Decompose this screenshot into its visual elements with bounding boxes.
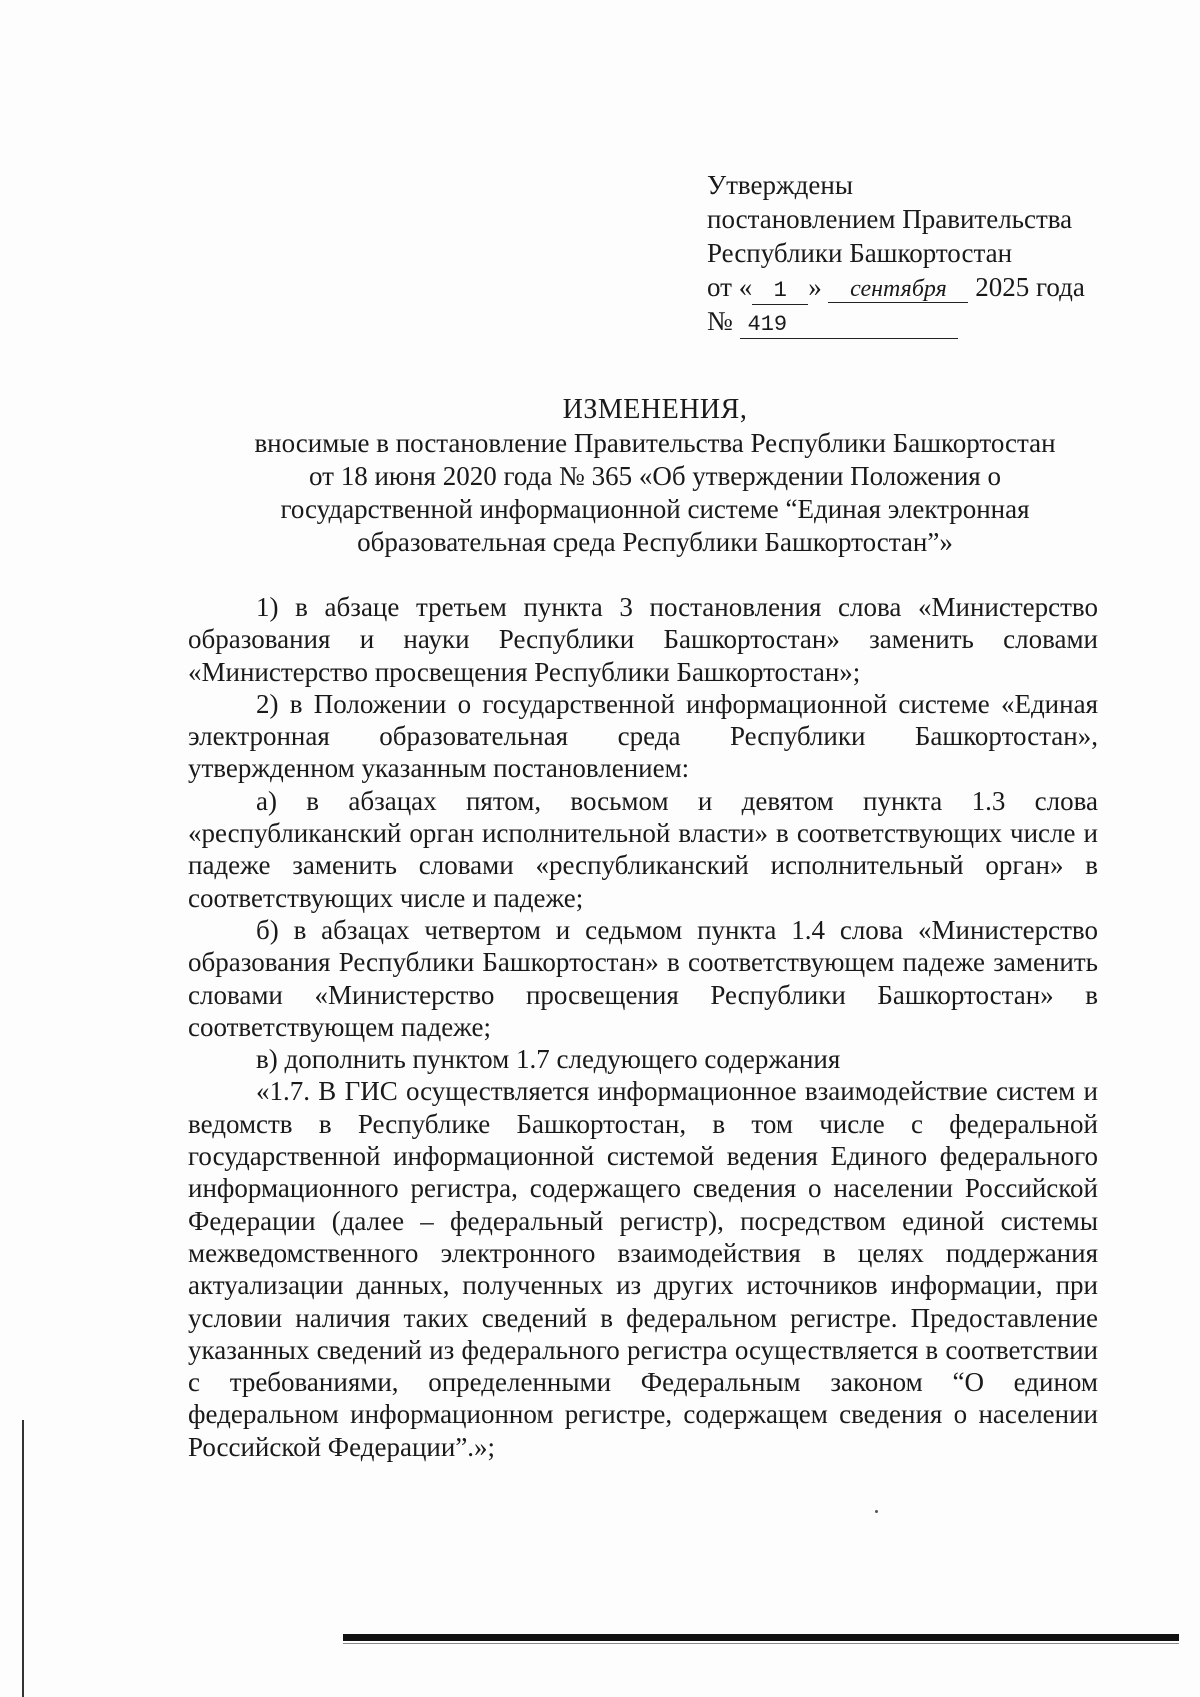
paragraph-clause-1-7: «1.7. В ГИС осуществляется информационное взаимодействие систем и ведомств в Республике Башкортостан, в том числе с федеральной государственной информационной системой ведения Единого федерального информационного регистра, содержащего сведения о населении Российской Федерации (далее – федеральный регистр), посредством единой системы межведомственного электронного взаимодействия в целях поддержания актуализации данных, полученных из других источников информации, при условии наличия таких сведений в федеральном регистре. Предоставление указанных сведений из федерального регистра осуществляется в соответствии с требованиями, определенными Федеральным законом “О едином федеральном информационном регистре, содержащем сведения о населении Российской Федерации”.»; bbox=[188, 1076, 1098, 1462]
document-title bbox=[150, 393, 1160, 559]
approval-day: 1 bbox=[752, 278, 808, 305]
number-prefix: № bbox=[707, 306, 733, 336]
title-line-4: образовательная среда Республики Башкортостан”» bbox=[357, 527, 953, 557]
paragraph-subitem-a: а) в абзацах пятом, восьмом и девятом пункта 1.3 слова «республиканский орган исполнительной власти» в соответствующих числе и падеже заменить словами «республиканский исполнительный орган» в соответствующих числе и падеже; bbox=[188, 785, 1098, 913]
approval-date-line bbox=[707, 270, 1127, 304]
paragraph-item-2: 2) в Положении о государственной информационной системе «Единая электронная образовательная среда Республики Башкортостан», утвержденном указанным постановлением: bbox=[188, 688, 1098, 784]
scan-bottom-bar bbox=[343, 1634, 1179, 1641]
approval-line-approved: Утверждены bbox=[707, 170, 853, 200]
date-mid: » bbox=[808, 272, 822, 302]
scan-speck bbox=[875, 1510, 878, 1513]
document-body bbox=[188, 591, 1098, 1463]
approval-number: 419 bbox=[740, 312, 958, 339]
scan-bottom-rule bbox=[343, 1643, 1179, 1644]
title-line-3: государственной информационной системе “Единая электронная bbox=[280, 494, 1030, 524]
approval-line-republic: Республики Башкортостан bbox=[707, 238, 1013, 268]
title-heading: ИЗМЕНЕНИЯ, bbox=[562, 394, 748, 425]
paragraph-subitem-b: б) в абзацах четвертом и седьмом пункта 1.4 слова «Министерство образования Республики Башкортостан» в соответствующем падеже заменить словами «Министерство просвещения Республики Башкортостан» в соответствующем падеже; bbox=[188, 914, 1098, 1042]
date-prefix: от « bbox=[707, 272, 753, 302]
scan-edge-line bbox=[22, 1420, 24, 1697]
approval-month: сентября bbox=[828, 276, 968, 303]
approval-year: 2025 года bbox=[975, 272, 1085, 302]
title-line-2: от 18 июня 2020 года № 365 «Об утверждении Положения о bbox=[309, 461, 1001, 491]
paragraph-subitem-v: в) дополнить пунктом 1.7 следующего содержания bbox=[256, 1044, 841, 1075]
approval-line-resolution: постановлением Правительства bbox=[707, 204, 1073, 234]
paragraph-item-1: 1) в абзаце третьем пункта 3 постановления слова «Министерство образования и науки Республики Башкортостан» заменить словами «Министерство просвещения Республики Башкортостан»; bbox=[188, 592, 1098, 687]
approval-stamp bbox=[707, 168, 1127, 338]
approval-number-line bbox=[707, 304, 1127, 338]
title-line-1: вносимые в постановление Правительства Республики Башкортостан bbox=[254, 428, 1056, 458]
